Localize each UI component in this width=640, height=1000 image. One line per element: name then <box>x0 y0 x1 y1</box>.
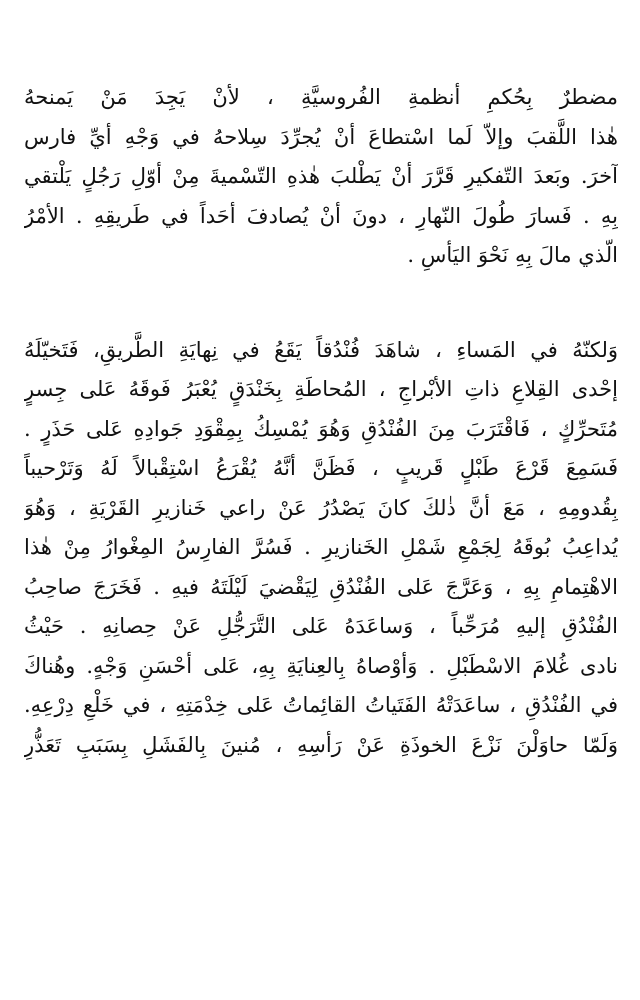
text-line: آخرَ. وبَعدَ التّفكيرِ قَرَّرَ أنْ يَطْلبَ هٰذهِ التّسْميةَ مِنْ أوّلِ رَجُلٍ يَلْتقي <box>24 164 618 188</box>
text-line: في الفُنْدُقِ ، ساعَدَتْهُ الفَتَياتُ القائِماتُ عَلى خِدْمَتِهِ ، في خَلْعِ دِرْعِهِ. <box>24 693 618 717</box>
text-line: الاهْتِمامِ بِهِ ، وَعَرَّجَ عَلى الفُنْدُقِ لِيَقْضيَ لَيْلَتَهُ فيهِ . فَخَرَجَ صاحِبُ <box>24 574 618 599</box>
text-line: بِقُدومِهِ ، مَعَ أنَّ ذٰلكَ كانَ يَصْدُرُ عَنْ راعي خَنازيرِ القَرْيَةِ ، وَهُوَ <box>24 495 618 520</box>
text-line: بِهِ . فَسارَ طُولَ النّهارِ ، دونَ أنْ يُصادفَ أحَداً في طَريقِهِ . الأمْرُ <box>24 203 618 228</box>
text-line: مضطرٌ بِحُكمِ أنظمةِ الفُروسيَّةِ ، لأنْ يَجِدَ مَنْ يَمنحهُ <box>24 85 618 109</box>
text-line: يُداعِبُ بُوقَهُ لِجَمْعِ شَمْلِ الخَنازيرِ . فَسُرَّ الفارِسُ المِغْوارُ مِنْ هٰذا <box>24 535 618 559</box>
text-line: وَلكنّهُ في المَساءِ ، شاهَدَ فُنْدُقاً يَقَعُ في نِهايَةِ الطَّريقِ، فَتَخيّلَهُ <box>24 337 618 362</box>
text-line: هٰذا اللَّقبَ وإلاّ لَما اسْتطاعَ أنْ يُجرِّدَ سِلاحهُ في وَجْهِ أيِّ فارس <box>24 124 618 149</box>
text-line: الّذي مالَ بِهِ نَحْوَ اليَأسِ . <box>407 243 618 267</box>
text-line: مُتَحرِّكٍ ، فَاقْتَرَبَ مِنَ الفُنْدُقِ وَهُوَ يُمْسِكُ بِمِقْوَدِ جَوادِهِ عَلى حَذَرٍ . <box>24 416 618 441</box>
text-line: الفُنْدُقِ إليهِ مُرَحِّباً ، وَساعَدَهُ عَلى التَّرَجُّلِ عَنْ حِصانِهِ . حَيْثُ <box>24 614 618 638</box>
text-line: وَلَمّا حاوَلْنَ نَزْعَ الخوذَةِ عَنْ رَأسِهِ ، مُنينَ بِالفَشَلِ بِسَبَبِ تَعَذُّرِ <box>24 732 618 757</box>
text-line: إحْدى القِلاعِ ذاتِ الأبْراجِ ، المُحاطَةِ بِخَنْدَقٍ يُعْبَرُ فَوقَهُ عَلى جِسرٍ <box>24 377 618 401</box>
paragraph-2 <box>24 331 618 766</box>
text-line: نادى غُلامَ الاسْطَبْلِ . وَأوْصاهُ بِالعِنايَةِ بِهِ، عَلى أحْسَنِ وَجْهٍ. وهُناكَ <box>24 653 618 678</box>
text-line: فَسَمِعَ قَرْعَ طَبْلٍ قَريبٍ ، فَظَنَّ أنَّهُ يُقْرَعُ اسْتِقْبالاً لَهُ وَتَرْحيباً <box>24 456 618 480</box>
paragraph-1 <box>24 78 618 276</box>
